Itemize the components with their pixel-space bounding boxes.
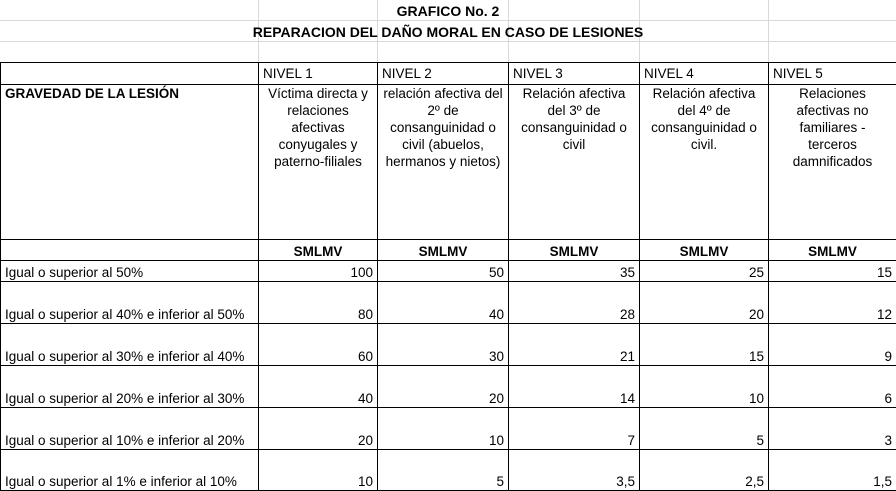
value-cell: 30 <box>378 324 509 366</box>
value-cell: 1,5 <box>769 450 896 491</box>
empty-cell <box>1 240 259 261</box>
document-title: GRAFICO No. 2 <box>396 3 500 19</box>
value-cell: 14 <box>509 366 640 408</box>
gridline <box>0 41 896 42</box>
value-cell: 10 <box>640 366 769 408</box>
description-row <box>1 85 896 240</box>
value-cell: 2,5 <box>640 450 769 491</box>
table-row <box>1 408 896 450</box>
value-cell: 7 <box>509 408 640 450</box>
level-header-4: NIVEL 4 <box>640 63 769 85</box>
gridline <box>0 20 896 21</box>
value-cell: 28 <box>509 282 640 324</box>
value-cell: 10 <box>378 408 509 450</box>
document-subtitle: REPARACION DEL DAÑO MORAL EN CASO DE LESIONES <box>252 24 644 40</box>
table-row <box>1 450 896 491</box>
value-cell: 15 <box>640 324 769 366</box>
value-cell: 40 <box>259 366 378 408</box>
severity-header: GRAVEDAD DE LA LESIÓN <box>1 85 259 240</box>
value-cell: 80 <box>259 282 378 324</box>
value-cell: 20 <box>640 282 769 324</box>
severity-label: Igual o superior al 20% e inferior al 30% <box>1 366 259 408</box>
unit-label: SMLMV <box>509 240 640 261</box>
level-header-5: NIVEL 5 <box>769 63 896 85</box>
value-cell: 5 <box>378 450 509 491</box>
table-row <box>1 324 896 366</box>
value-cell: 60 <box>259 324 378 366</box>
value-cell: 6 <box>769 366 896 408</box>
value-cell: 10 <box>259 450 378 491</box>
unit-label: SMLMV <box>769 240 896 261</box>
value-cell: 25 <box>640 261 769 282</box>
severity-label: Igual o superior al 40% e inferior al 50% <box>1 282 259 324</box>
value-cell: 5 <box>640 408 769 450</box>
value-cell: 20 <box>378 366 509 408</box>
level-description-4: Relación afectiva del 4º de consanguinidad o civil. <box>640 85 769 240</box>
value-cell: 15 <box>769 261 896 282</box>
value-cell: 21 <box>509 324 640 366</box>
value-cell: 9 <box>769 324 896 366</box>
table-row <box>1 282 896 324</box>
damage-compensation-table <box>0 62 896 491</box>
level-header-3: NIVEL 3 <box>509 63 640 85</box>
value-cell: 40 <box>378 282 509 324</box>
value-cell: 35 <box>509 261 640 282</box>
severity-label: Igual o superior al 10% e inferior al 20% <box>1 408 259 450</box>
level-header-1: NIVEL 1 <box>259 63 378 85</box>
value-cell: 3 <box>769 408 896 450</box>
value-cell: 3,5 <box>509 450 640 491</box>
value-cell: 20 <box>259 408 378 450</box>
severity-label: Igual o superior al 1% e inferior al 10% <box>1 450 259 491</box>
table-row <box>1 261 896 282</box>
level-description-1: Víctima directa y relaciones afectivas conyugales y paterno-filiales <box>259 85 378 240</box>
table-row <box>1 366 896 408</box>
level-description-2: relación afectiva del 2º de consanguinidad o civil (abuelos, hermanos y nietos) <box>378 85 509 240</box>
value-cell: 50 <box>378 261 509 282</box>
levels-row <box>1 63 896 85</box>
value-cell: 100 <box>259 261 378 282</box>
severity-label: Igual o superior al 50% <box>1 261 259 282</box>
unit-row <box>1 240 896 261</box>
level-description-3: Relación afectiva del 3º de consanguinidad o civil <box>509 85 640 240</box>
level-header-2: NIVEL 2 <box>378 63 509 85</box>
severity-label: Igual o superior al 30% e inferior al 40% <box>1 324 259 366</box>
unit-label: SMLMV <box>640 240 769 261</box>
level-description-5: Relaciones afectivas no familiares - terceros damnificados <box>769 85 896 240</box>
empty-cell <box>1 63 259 85</box>
value-cell: 12 <box>769 282 896 324</box>
unit-label: SMLMV <box>259 240 378 261</box>
unit-label: SMLMV <box>378 240 509 261</box>
